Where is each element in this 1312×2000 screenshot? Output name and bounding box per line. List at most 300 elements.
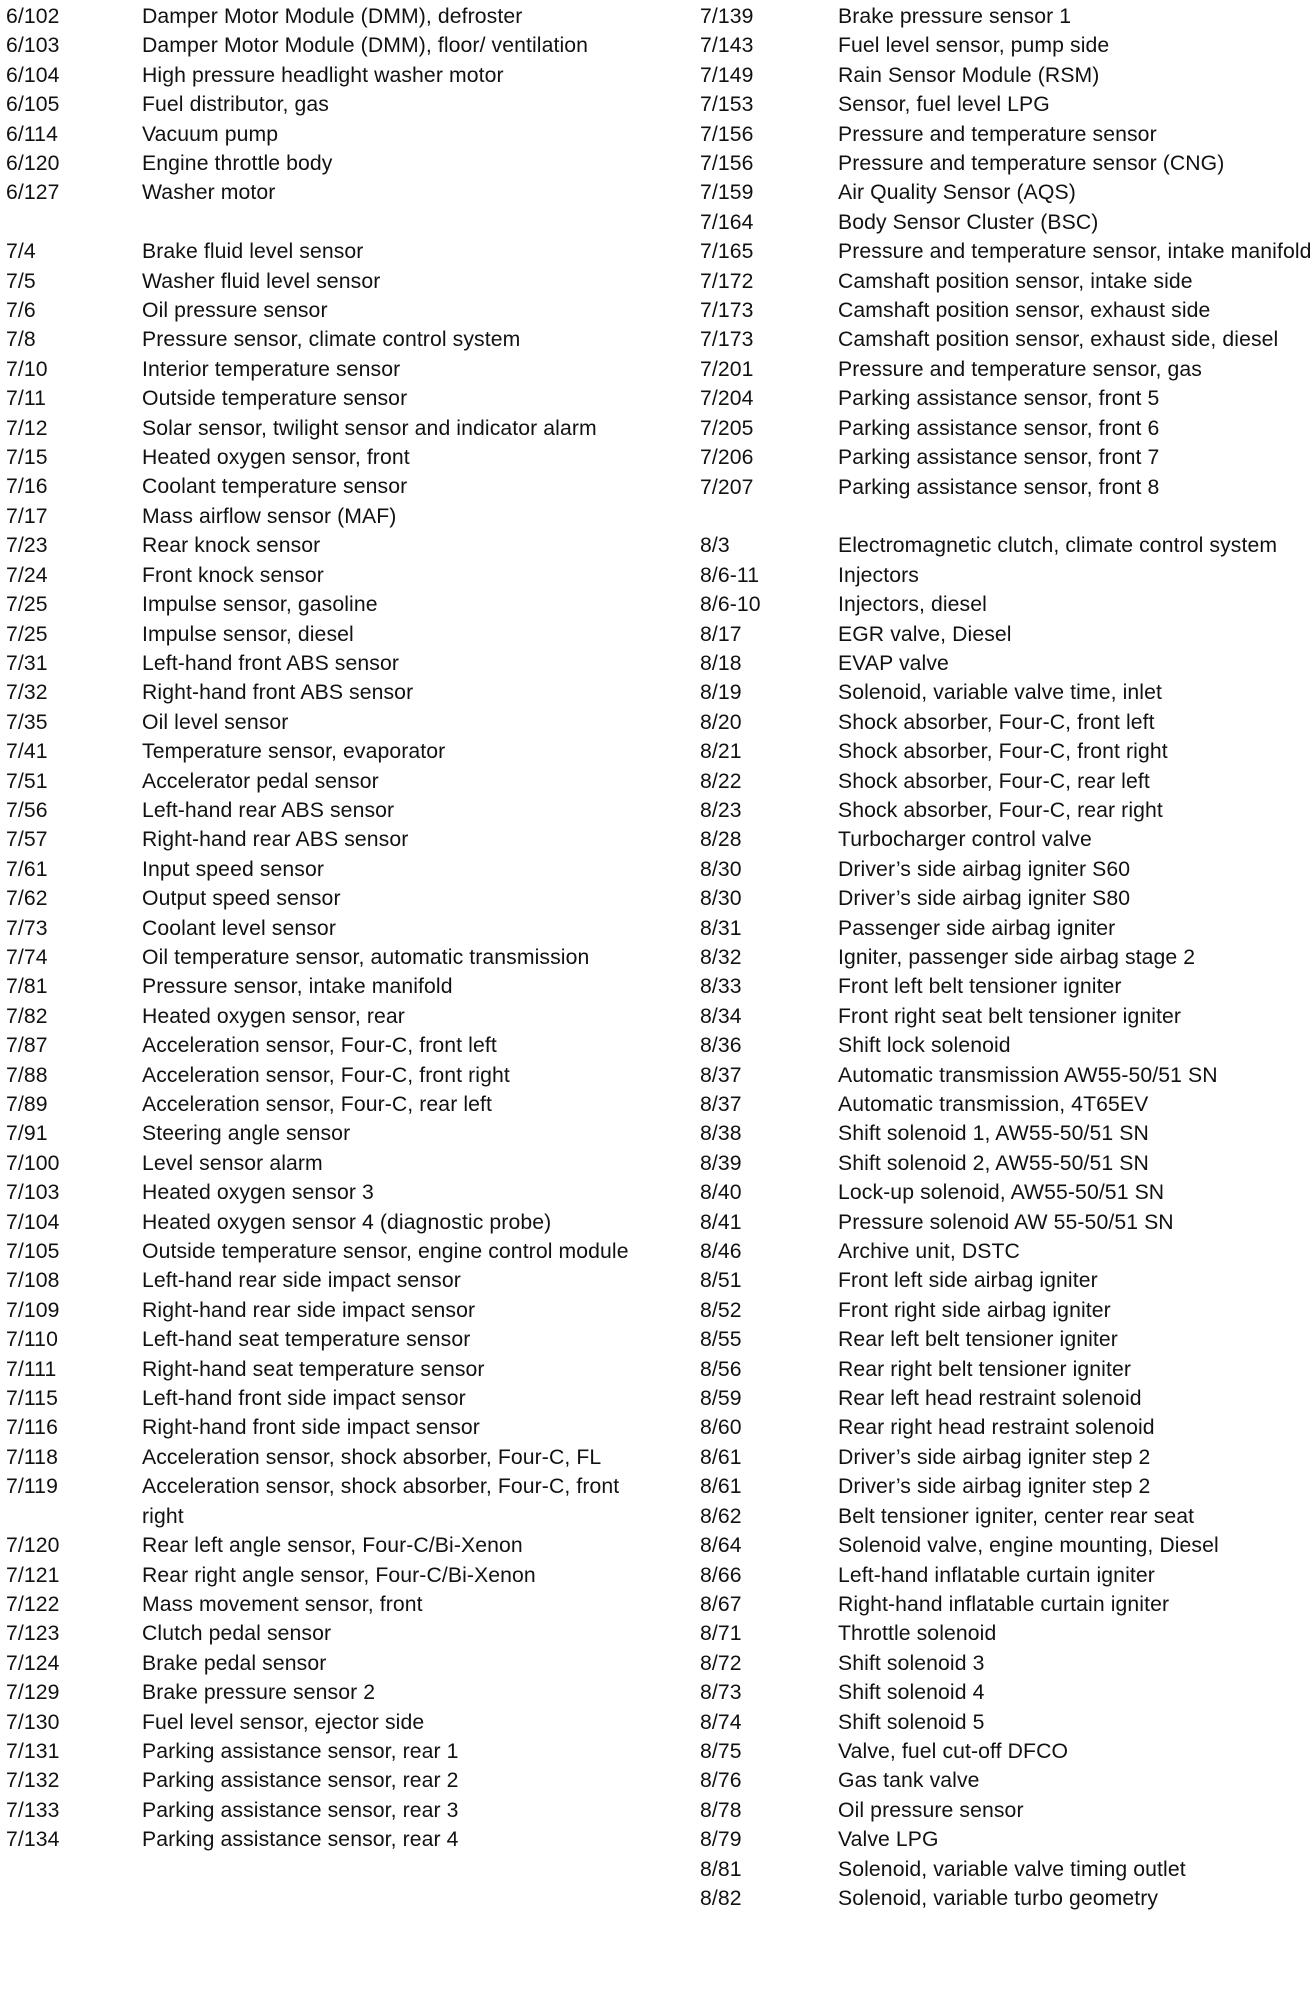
component-code: 7/81 xyxy=(6,975,48,999)
component-code: 7/122 xyxy=(6,1592,60,1616)
list-item xyxy=(6,1296,646,1325)
component-description: Rear left head restraint solenoid xyxy=(838,1387,1142,1411)
list-item xyxy=(700,473,1312,502)
component-code: 8/37 xyxy=(700,1093,742,1117)
left-column xyxy=(6,2,646,1855)
component-code: 7/120 xyxy=(6,1534,60,1558)
component-code: 7/25 xyxy=(6,593,48,617)
component-description: Outside temperature sensor xyxy=(142,387,408,411)
component-code: 8/6-10 xyxy=(700,593,761,617)
list-item xyxy=(700,1443,1312,1472)
component-code: 7/56 xyxy=(6,798,48,822)
list-item xyxy=(700,1884,1312,1913)
component-description: Shift solenoid 3 xyxy=(838,1651,985,1675)
list-item xyxy=(6,825,646,854)
component-description: Parking assistance sensor, front 6 xyxy=(838,416,1160,440)
component-code: 7/156 xyxy=(700,122,754,146)
component-description: Driver’s side airbag igniter step 2 xyxy=(838,1445,1151,1469)
component-code: 7/12 xyxy=(6,416,48,440)
component-code: 7/165 xyxy=(700,240,754,264)
component-code: 7/134 xyxy=(6,1828,60,1852)
component-code: 7/89 xyxy=(6,1093,48,1117)
list-item xyxy=(6,1766,646,1795)
component-code: 8/61 xyxy=(700,1475,742,1499)
component-code: 7/74 xyxy=(6,945,48,969)
list-item xyxy=(700,884,1312,913)
list-item xyxy=(6,1678,646,1707)
list-item xyxy=(700,443,1312,472)
list-item xyxy=(6,678,646,707)
list-item xyxy=(6,1002,646,1031)
component-code: 8/55 xyxy=(700,1328,742,1352)
list-item xyxy=(700,1090,1312,1119)
component-code: 7/104 xyxy=(6,1210,60,1234)
component-code: 7/132 xyxy=(6,1769,60,1793)
component-description: Front knock sensor xyxy=(142,563,324,587)
component-code: 7/111 xyxy=(6,1357,57,1381)
list-item xyxy=(6,1208,646,1237)
component-code: 7/116 xyxy=(6,1416,58,1440)
component-description: Camshaft position sensor, exhaust side, diesel xyxy=(838,328,1279,352)
list-item xyxy=(700,2,1312,31)
component-code: 6/104 xyxy=(6,63,60,87)
list-item xyxy=(700,178,1312,207)
component-description: Acceleration sensor, shock absorber, Four-C, front right xyxy=(142,1475,620,1528)
list-item xyxy=(700,1678,1312,1707)
component-description: Solenoid valve, engine mounting, Diesel xyxy=(838,1534,1219,1558)
list-item xyxy=(700,1590,1312,1619)
component-description: Vacuum pump xyxy=(142,122,279,146)
list-item xyxy=(6,325,646,354)
list-item xyxy=(6,90,646,119)
list-item xyxy=(6,502,646,531)
component-code: 7/35 xyxy=(6,710,48,734)
list-item xyxy=(700,1855,1312,1884)
list-item xyxy=(700,531,1312,560)
component-code: 8/82 xyxy=(700,1886,742,1910)
component-description: Left-hand seat temperature sensor xyxy=(142,1328,471,1352)
component-description: Front left side airbag igniter xyxy=(838,1269,1098,1293)
list-item xyxy=(700,737,1312,766)
component-description: Gas tank valve xyxy=(838,1769,980,1793)
list-item xyxy=(700,1355,1312,1384)
component-description: Right-hand rear ABS sensor xyxy=(142,828,409,852)
list-item xyxy=(700,1825,1312,1854)
component-description: EVAP valve xyxy=(838,651,949,675)
list-item xyxy=(6,1825,646,1854)
component-description: High pressure headlight washer motor xyxy=(142,63,504,87)
list-item xyxy=(6,1384,646,1413)
list-item xyxy=(6,1149,646,1178)
component-description: Brake pressure sensor 1 xyxy=(838,5,1072,28)
list-item xyxy=(6,384,646,413)
list-item xyxy=(6,1031,646,1060)
component-description: Oil level sensor xyxy=(142,710,289,734)
component-description: Temperature sensor, evaporator xyxy=(142,740,446,764)
component-code: 7/10 xyxy=(6,357,48,381)
component-description: Mass movement sensor, front xyxy=(142,1592,423,1616)
list-item xyxy=(700,1149,1312,1178)
component-description: Right-hand seat temperature sensor xyxy=(142,1357,485,1381)
list-item xyxy=(6,1090,646,1119)
component-code: 8/61 xyxy=(700,1445,742,1469)
component-code: 7/124 xyxy=(6,1651,60,1675)
list-item xyxy=(700,1561,1312,1590)
list-item xyxy=(6,1443,646,1472)
component-description: Parking assistance sensor, rear 2 xyxy=(142,1769,459,1793)
list-item xyxy=(6,1178,646,1207)
list-item xyxy=(700,708,1312,737)
list-item xyxy=(700,31,1312,60)
component-description: Pressure and temperature sensor (CNG) xyxy=(838,152,1225,176)
component-description: Injectors xyxy=(838,563,919,587)
component-code: 8/67 xyxy=(700,1592,742,1616)
component-description: Heated oxygen sensor, front xyxy=(142,446,410,470)
right-column xyxy=(700,2,1312,1913)
component-code: 8/81 xyxy=(700,1857,742,1881)
component-code: 7/5 xyxy=(6,269,36,293)
component-code: 7/100 xyxy=(6,1151,60,1175)
component-description: Steering angle sensor xyxy=(142,1122,351,1146)
list-item xyxy=(700,90,1312,119)
component-code: 7/201 xyxy=(700,357,754,381)
component-code: 8/23 xyxy=(700,798,742,822)
component-description: Archive unit, DSTC xyxy=(838,1240,1020,1264)
component-description: EGR valve, Diesel xyxy=(838,622,1012,646)
component-description: Damper Motor Module (DMM), floor/ ventilation xyxy=(142,34,589,58)
component-description: Automatic transmission, 4T65EV xyxy=(838,1093,1149,1117)
list-item xyxy=(6,120,646,149)
component-code: 7/173 xyxy=(700,299,754,323)
component-code: 8/76 xyxy=(700,1769,742,1793)
component-description: Oil temperature sensor, automatic transmission xyxy=(142,945,590,969)
component-code: 7/143 xyxy=(700,34,754,58)
component-description: Impulse sensor, diesel xyxy=(142,622,354,646)
component-code: 8/30 xyxy=(700,857,742,881)
list-item xyxy=(700,943,1312,972)
component-code: 8/21 xyxy=(700,740,742,764)
component-code: 8/40 xyxy=(700,1181,742,1205)
component-code: 8/28 xyxy=(700,828,742,852)
component-code: 8/30 xyxy=(700,887,742,911)
component-description: Washer motor xyxy=(142,181,276,205)
list-item xyxy=(700,325,1312,354)
list-item xyxy=(6,267,646,296)
list-item xyxy=(6,1413,646,1442)
list-item xyxy=(700,120,1312,149)
component-description: Pressure sensor, climate control system xyxy=(142,328,521,352)
list-item xyxy=(6,620,646,649)
component-description: Fuel distributor, gas xyxy=(142,93,329,117)
component-description: Left-hand rear ABS sensor xyxy=(142,798,395,822)
list-item xyxy=(700,1472,1312,1501)
list-item xyxy=(700,208,1312,237)
component-description: Right-hand rear side impact sensor xyxy=(142,1298,476,1322)
component-code: 7/61 xyxy=(6,857,48,881)
component-code: 7/130 xyxy=(6,1710,60,1734)
component-description: Parking assistance sensor, front 5 xyxy=(838,387,1160,411)
component-description: Heated oxygen sensor, rear xyxy=(142,1004,405,1028)
component-code: 8/62 xyxy=(700,1504,742,1528)
component-description: Shock absorber, Four-C, rear right xyxy=(838,798,1163,822)
component-description: Body Sensor Cluster (BSC) xyxy=(838,210,1099,234)
component-code: 6/114 xyxy=(6,122,58,146)
component-code: 7/73 xyxy=(6,916,48,940)
component-description: Shift solenoid 5 xyxy=(838,1710,985,1734)
component-code: 8/22 xyxy=(700,769,742,793)
component-description: Lock-up solenoid, AW55-50/51 SN xyxy=(838,1181,1165,1205)
component-description: Coolant level sensor xyxy=(142,916,336,940)
component-description: Front left belt tensioner igniter xyxy=(838,975,1122,999)
component-code: 7/173 xyxy=(700,328,754,352)
component-code: 7/57 xyxy=(6,828,48,852)
component-description: Coolant temperature sensor xyxy=(142,475,408,499)
component-description: Air Quality Sensor (AQS) xyxy=(838,181,1076,205)
component-code: 7/110 xyxy=(6,1328,58,1352)
component-description: Solenoid, variable valve time, inlet xyxy=(838,681,1162,705)
component-code: 7/108 xyxy=(6,1269,60,1293)
component-description: Parking assistance sensor, rear 1 xyxy=(142,1739,459,1763)
list-item xyxy=(6,708,646,737)
component-code: 8/20 xyxy=(700,710,742,734)
component-description: Pressure and temperature sensor xyxy=(838,122,1157,146)
component-code: 7/105 xyxy=(6,1240,60,1264)
component-code: 7/109 xyxy=(6,1298,60,1322)
component-code: 6/103 xyxy=(6,34,60,58)
list-item xyxy=(6,1119,646,1148)
component-code: 8/79 xyxy=(700,1828,742,1852)
component-code: 8/64 xyxy=(700,1534,742,1558)
component-code: 7/6 xyxy=(6,299,36,323)
list-item xyxy=(6,649,646,678)
list-item xyxy=(6,1472,646,1531)
component-code: 8/39 xyxy=(700,1151,742,1175)
list-item xyxy=(6,1531,646,1560)
component-code: 7/23 xyxy=(6,534,48,558)
list-item xyxy=(700,1531,1312,1560)
list-item xyxy=(6,31,646,60)
component-description: Driver’s side airbag igniter S80 xyxy=(838,887,1131,911)
component-description: Shock absorber, Four-C, front left xyxy=(838,710,1155,734)
list-item xyxy=(6,1619,646,1648)
component-description: Mass airflow sensor (MAF) xyxy=(142,504,397,528)
list-item xyxy=(6,237,646,266)
component-description: Belt tensioner igniter, center rear seat xyxy=(838,1504,1195,1528)
list-item xyxy=(700,149,1312,178)
component-description: Pressure sensor, intake manifold xyxy=(142,975,453,999)
list-item xyxy=(6,767,646,796)
component-code: 7/153 xyxy=(700,93,754,117)
component-code: 8/52 xyxy=(700,1298,742,1322)
component-description: Brake pedal sensor xyxy=(142,1651,327,1675)
list-item xyxy=(700,620,1312,649)
component-description: Impulse sensor, gasoline xyxy=(142,593,378,617)
list-item xyxy=(700,1796,1312,1825)
component-description: Throttle solenoid xyxy=(838,1622,997,1646)
component-description: Accelerator pedal sensor xyxy=(142,769,379,793)
component-description: Right-hand front ABS sensor xyxy=(142,681,414,705)
component-code: 8/33 xyxy=(700,975,742,999)
list-item xyxy=(6,914,646,943)
list-item xyxy=(6,1708,646,1737)
component-description: Parking assistance sensor, front 7 xyxy=(838,446,1160,470)
component-description: Rear right belt tensioner igniter xyxy=(838,1357,1132,1381)
component-code: 8/31 xyxy=(700,916,742,940)
component-description: Acceleration sensor, Four-C, front left xyxy=(142,1034,497,1058)
component-description: Brake fluid level sensor xyxy=(142,240,364,264)
component-code: 7/131 xyxy=(6,1739,60,1763)
component-code: 7/119 xyxy=(6,1475,58,1499)
component-description: Driver’s side airbag igniter step 2 xyxy=(838,1475,1151,1499)
list-item xyxy=(700,1413,1312,1442)
list-item xyxy=(6,1649,646,1678)
component-description: Rear left belt tensioner igniter xyxy=(838,1328,1118,1352)
component-code: 8/60 xyxy=(700,1416,742,1440)
component-code: 7/4 xyxy=(6,240,36,264)
list-item xyxy=(700,1766,1312,1795)
component-description: Camshaft position sensor, exhaust side xyxy=(838,299,1211,323)
component-code: 8/46 xyxy=(700,1240,742,1264)
component-code: 7/51 xyxy=(6,769,48,793)
component-code: 7/121 xyxy=(6,1563,60,1587)
component-code: 8/17 xyxy=(700,622,742,646)
list-item xyxy=(700,825,1312,854)
component-code: 8/71 xyxy=(700,1622,742,1646)
component-code: 7/88 xyxy=(6,1063,48,1087)
component-description: Heated oxygen sensor 4 (diagnostic probe) xyxy=(142,1210,552,1234)
component-description: Pressure and temperature sensor, gas xyxy=(838,357,1202,381)
component-description: Camshaft position sensor, intake side xyxy=(838,269,1193,293)
list-item xyxy=(700,1031,1312,1060)
component-description: Shift solenoid 1, AW55-50/51 SN xyxy=(838,1122,1149,1146)
list-item xyxy=(700,1325,1312,1354)
component-description: Engine throttle body xyxy=(142,152,333,176)
component-description: Input speed sensor xyxy=(142,857,325,881)
component-description: Injectors, diesel xyxy=(838,593,987,617)
list-item xyxy=(700,1237,1312,1266)
component-code: 8/56 xyxy=(700,1357,742,1381)
component-code: 7/24 xyxy=(6,563,48,587)
list-item xyxy=(6,1266,646,1295)
list-item xyxy=(6,884,646,913)
component-code: 7/204 xyxy=(700,387,754,411)
component-code: 7/8 xyxy=(6,328,36,352)
component-code: 7/25 xyxy=(6,622,48,646)
component-description: Left-hand inflatable curtain igniter xyxy=(838,1563,1155,1587)
component-description: Igniter, passenger side airbag stage 2 xyxy=(838,945,1196,969)
component-code: 7/31 xyxy=(6,651,48,675)
component-code: 7/115 xyxy=(6,1387,58,1411)
component-code: 8/72 xyxy=(700,1651,742,1675)
component-code: 7/41 xyxy=(6,740,48,764)
list-item xyxy=(6,796,646,825)
component-description: Outside temperature sensor, engine control module xyxy=(142,1240,629,1264)
list-item xyxy=(700,1178,1312,1207)
list-item xyxy=(6,972,646,1001)
list-item xyxy=(700,1619,1312,1648)
list-item xyxy=(700,414,1312,443)
component-description: Rear left angle sensor, Four-C/Bi-Xenon xyxy=(142,1534,523,1558)
component-code: 6/120 xyxy=(6,152,60,176)
component-description: Valve LPG xyxy=(838,1828,939,1852)
list-item xyxy=(700,267,1312,296)
list-item xyxy=(6,1561,646,1590)
component-code: 7/62 xyxy=(6,887,48,911)
list-item xyxy=(6,355,646,384)
component-code: 8/37 xyxy=(700,1063,742,1087)
component-description: Washer fluid level sensor xyxy=(142,269,381,293)
list-item xyxy=(700,1649,1312,1678)
list-item xyxy=(700,61,1312,90)
list-item xyxy=(6,561,646,590)
component-code: 7/206 xyxy=(700,446,754,470)
list-item xyxy=(700,972,1312,1001)
component-code: 7/123 xyxy=(6,1622,60,1646)
list-item xyxy=(700,1708,1312,1737)
list-item xyxy=(6,943,646,972)
component-code: 7/172 xyxy=(700,269,754,293)
list-item xyxy=(6,1061,646,1090)
component-description: Parking assistance sensor, front 8 xyxy=(838,475,1160,499)
list-item xyxy=(6,61,646,90)
component-code: 6/102 xyxy=(6,5,60,28)
component-code: 7/11 xyxy=(6,387,47,411)
component-description: Shift solenoid 2, AW55-50/51 SN xyxy=(838,1151,1149,1175)
component-description: Solenoid, variable turbo geometry xyxy=(838,1886,1159,1910)
component-code: 8/18 xyxy=(700,651,742,675)
component-code: 7/91 xyxy=(6,1122,48,1146)
list-item xyxy=(6,2,646,31)
component-code: 7/16 xyxy=(6,475,48,499)
component-description: Automatic transmission AW55-50/51 SN xyxy=(838,1063,1218,1087)
component-description: Heated oxygen sensor 3 xyxy=(142,1181,374,1205)
list-item xyxy=(700,649,1312,678)
component-description: Pressure solenoid AW 55-50/51 SN xyxy=(838,1210,1174,1234)
component-description: Front right side airbag igniter xyxy=(838,1298,1111,1322)
component-code: 8/78 xyxy=(700,1798,742,1822)
component-description: Electromagnetic clutch, climate control system xyxy=(838,534,1278,558)
list-item xyxy=(700,767,1312,796)
component-description: Solenoid, variable valve timing outlet xyxy=(838,1857,1186,1881)
list-item xyxy=(6,296,646,325)
component-description: Left-hand rear side impact sensor xyxy=(142,1269,461,1293)
list-item xyxy=(6,1737,646,1766)
list-item xyxy=(700,914,1312,943)
component-description: Acceleration sensor, Four-C, rear left xyxy=(142,1093,492,1117)
component-code: 8/32 xyxy=(700,945,742,969)
list-item xyxy=(700,1119,1312,1148)
list-item xyxy=(6,1325,646,1354)
list-item xyxy=(6,1355,646,1384)
component-code: 7/87 xyxy=(6,1034,48,1058)
component-description: Sensor, fuel level LPG xyxy=(838,93,1050,117)
component-description: Right-hand front side impact sensor xyxy=(142,1416,480,1440)
list-item xyxy=(700,1002,1312,1031)
component-code: 7/139 xyxy=(700,5,754,28)
list-item xyxy=(6,149,646,178)
component-description: Brake pressure sensor 2 xyxy=(142,1681,376,1705)
component-code: 8/38 xyxy=(700,1122,742,1146)
list-item xyxy=(700,355,1312,384)
component-code: 7/207 xyxy=(700,475,754,499)
list-item xyxy=(700,296,1312,325)
component-description: Acceleration sensor, shock absorber, Four-C, FL xyxy=(142,1445,602,1469)
list-item xyxy=(6,855,646,884)
component-code: 8/73 xyxy=(700,1681,742,1705)
list-item xyxy=(6,414,646,443)
component-description: Valve, fuel cut-off DFCO xyxy=(838,1739,1069,1763)
list-item xyxy=(700,1208,1312,1237)
